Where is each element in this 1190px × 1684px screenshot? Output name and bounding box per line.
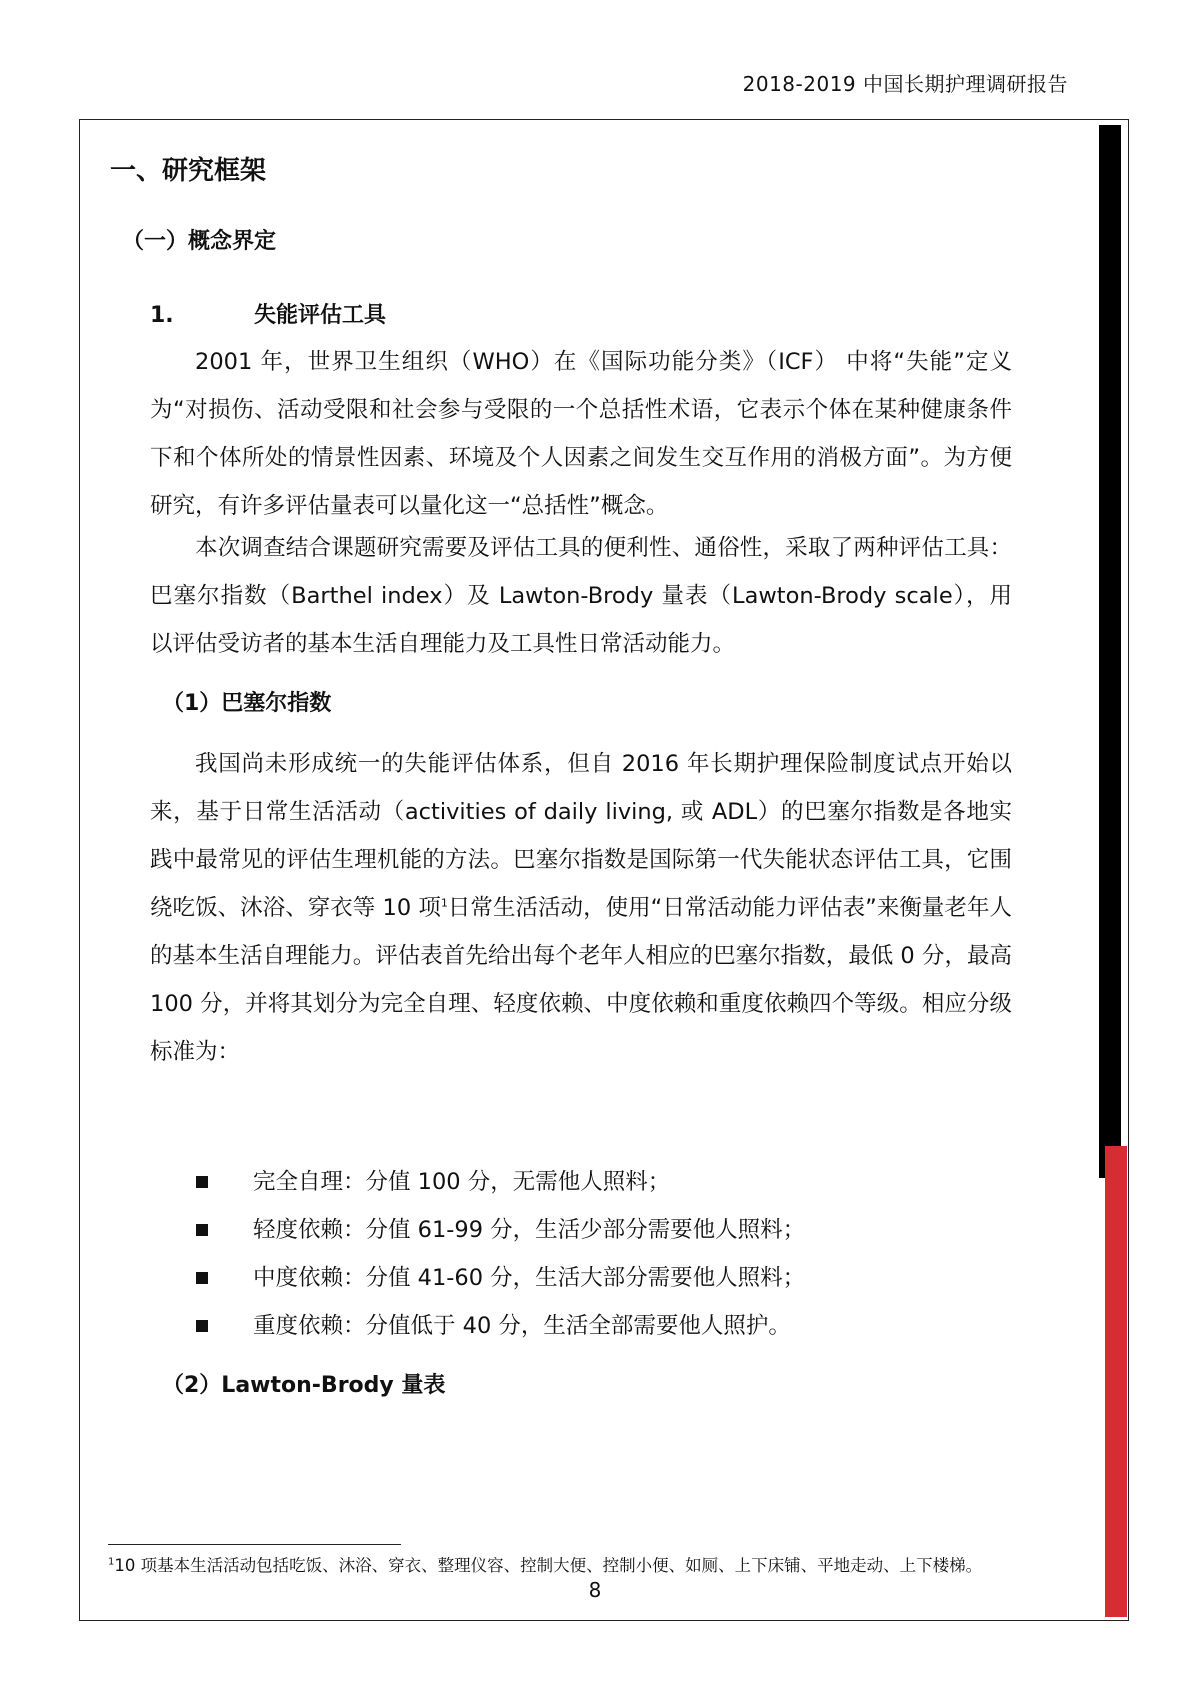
sub-subsection-heading (150, 298, 386, 329)
footnote-marker: 1 (108, 1556, 115, 1568)
list-item-text: 完全自理：分值 100 分，无需他人照料； (253, 1169, 671, 1195)
heading-lawton-brody: （2）Lawton-Brody 量表 (162, 1373, 446, 1398)
square-bullet-icon (196, 1176, 208, 1188)
heading-title: 失能评估工具 (254, 303, 387, 328)
list-item (196, 1254, 805, 1302)
list-item-text: 中度依赖：分值 41-60 分，生活大部分需要他人照料； (253, 1265, 806, 1291)
heading-number: 1. (150, 303, 174, 328)
footnote-reference[interactable]: 1 (440, 896, 448, 910)
side-bar-black (1099, 125, 1121, 1178)
list-item-text: 重度依赖：分值低于 40 分，生活全部需要他人照护。 (253, 1313, 791, 1339)
list-item-text: 轻度依赖：分值 61-99 分，生活少部分需要他人照料； (253, 1217, 806, 1243)
footnote-text: 10 项基本生活活动包括吃饭、沐浴、穿衣、整理仪容、控制大便、控制小便、如厕、上下床铺、平地走动、上下楼梯。 (114, 1556, 983, 1575)
square-bullet-icon (196, 1272, 208, 1284)
paragraph-assessment-tools: 本次调查结合课题研究需要及评估工具的便利性、通俗性，采取了两种评估工具：巴塞尔指数（Barthel index）及 Lawton-Brody 量表（Lawton-Brody scale），用以评估受访者的基本生活自理能力及工具性日常活动能力。 (150, 535, 1012, 657)
paragraph-text: 我国尚未形成统一的失能评估体系，但自 2016 年长期护理保险制度试点开始以来，基于日常生活活动（activities of daily living, 或 ADL）的巴塞尔指数是各地实践中最常见的评估生理机能的方法。巴塞尔指数是国际第一代失能状态评估工具，它围绕吃饭、沐浴、穿衣等 10 项 (150, 751, 1012, 921)
paragraph-barthel-description (150, 740, 1012, 1076)
list-item (196, 1206, 805, 1254)
subsection-heading: （一）概念界定 (122, 229, 277, 254)
square-bullet-icon (196, 1224, 208, 1236)
paragraph-text: 日常生活活动，使用“日常活动能力评估表”来衡量老年人的基本生活自理能力。评估表首先给出每个老年人相应的巴塞尔指数，最低 0 分，最高 100 分，并将其划分为完全自理、轻度依赖、中度依赖和重度依赖四个等级。相应分级标准为： (150, 895, 1012, 1065)
grading-list (196, 1158, 805, 1350)
paragraph-icf-definition: 2001 年，世界卫生组织（WHO）在《国际功能分类》（ICF） 中将“失能”定义为“对损伤、活动受限和社会参与受限的一个总括性术语，它表示个体在某种健康条件下和个体所处的情景性因素、环境及个人因素之间发生交互作用的消极方面”。为方便研究，有许多评估量表可以量化这一“总括性”概念。 (150, 349, 1012, 519)
section-heading: 一、研究框架 (110, 156, 267, 186)
side-bar-red (1105, 1146, 1127, 1617)
page-number: 8 (588, 1578, 602, 1602)
list-item (196, 1158, 805, 1206)
list-item (196, 1302, 805, 1350)
footnote-divider (108, 1544, 401, 1545)
footnote (108, 1552, 982, 1576)
square-bullet-icon (196, 1320, 208, 1332)
heading-barthel-index: （1）巴塞尔指数 (162, 691, 332, 716)
running-header: 2018-2019 中国长期护理调研报告 (742, 72, 1068, 96)
